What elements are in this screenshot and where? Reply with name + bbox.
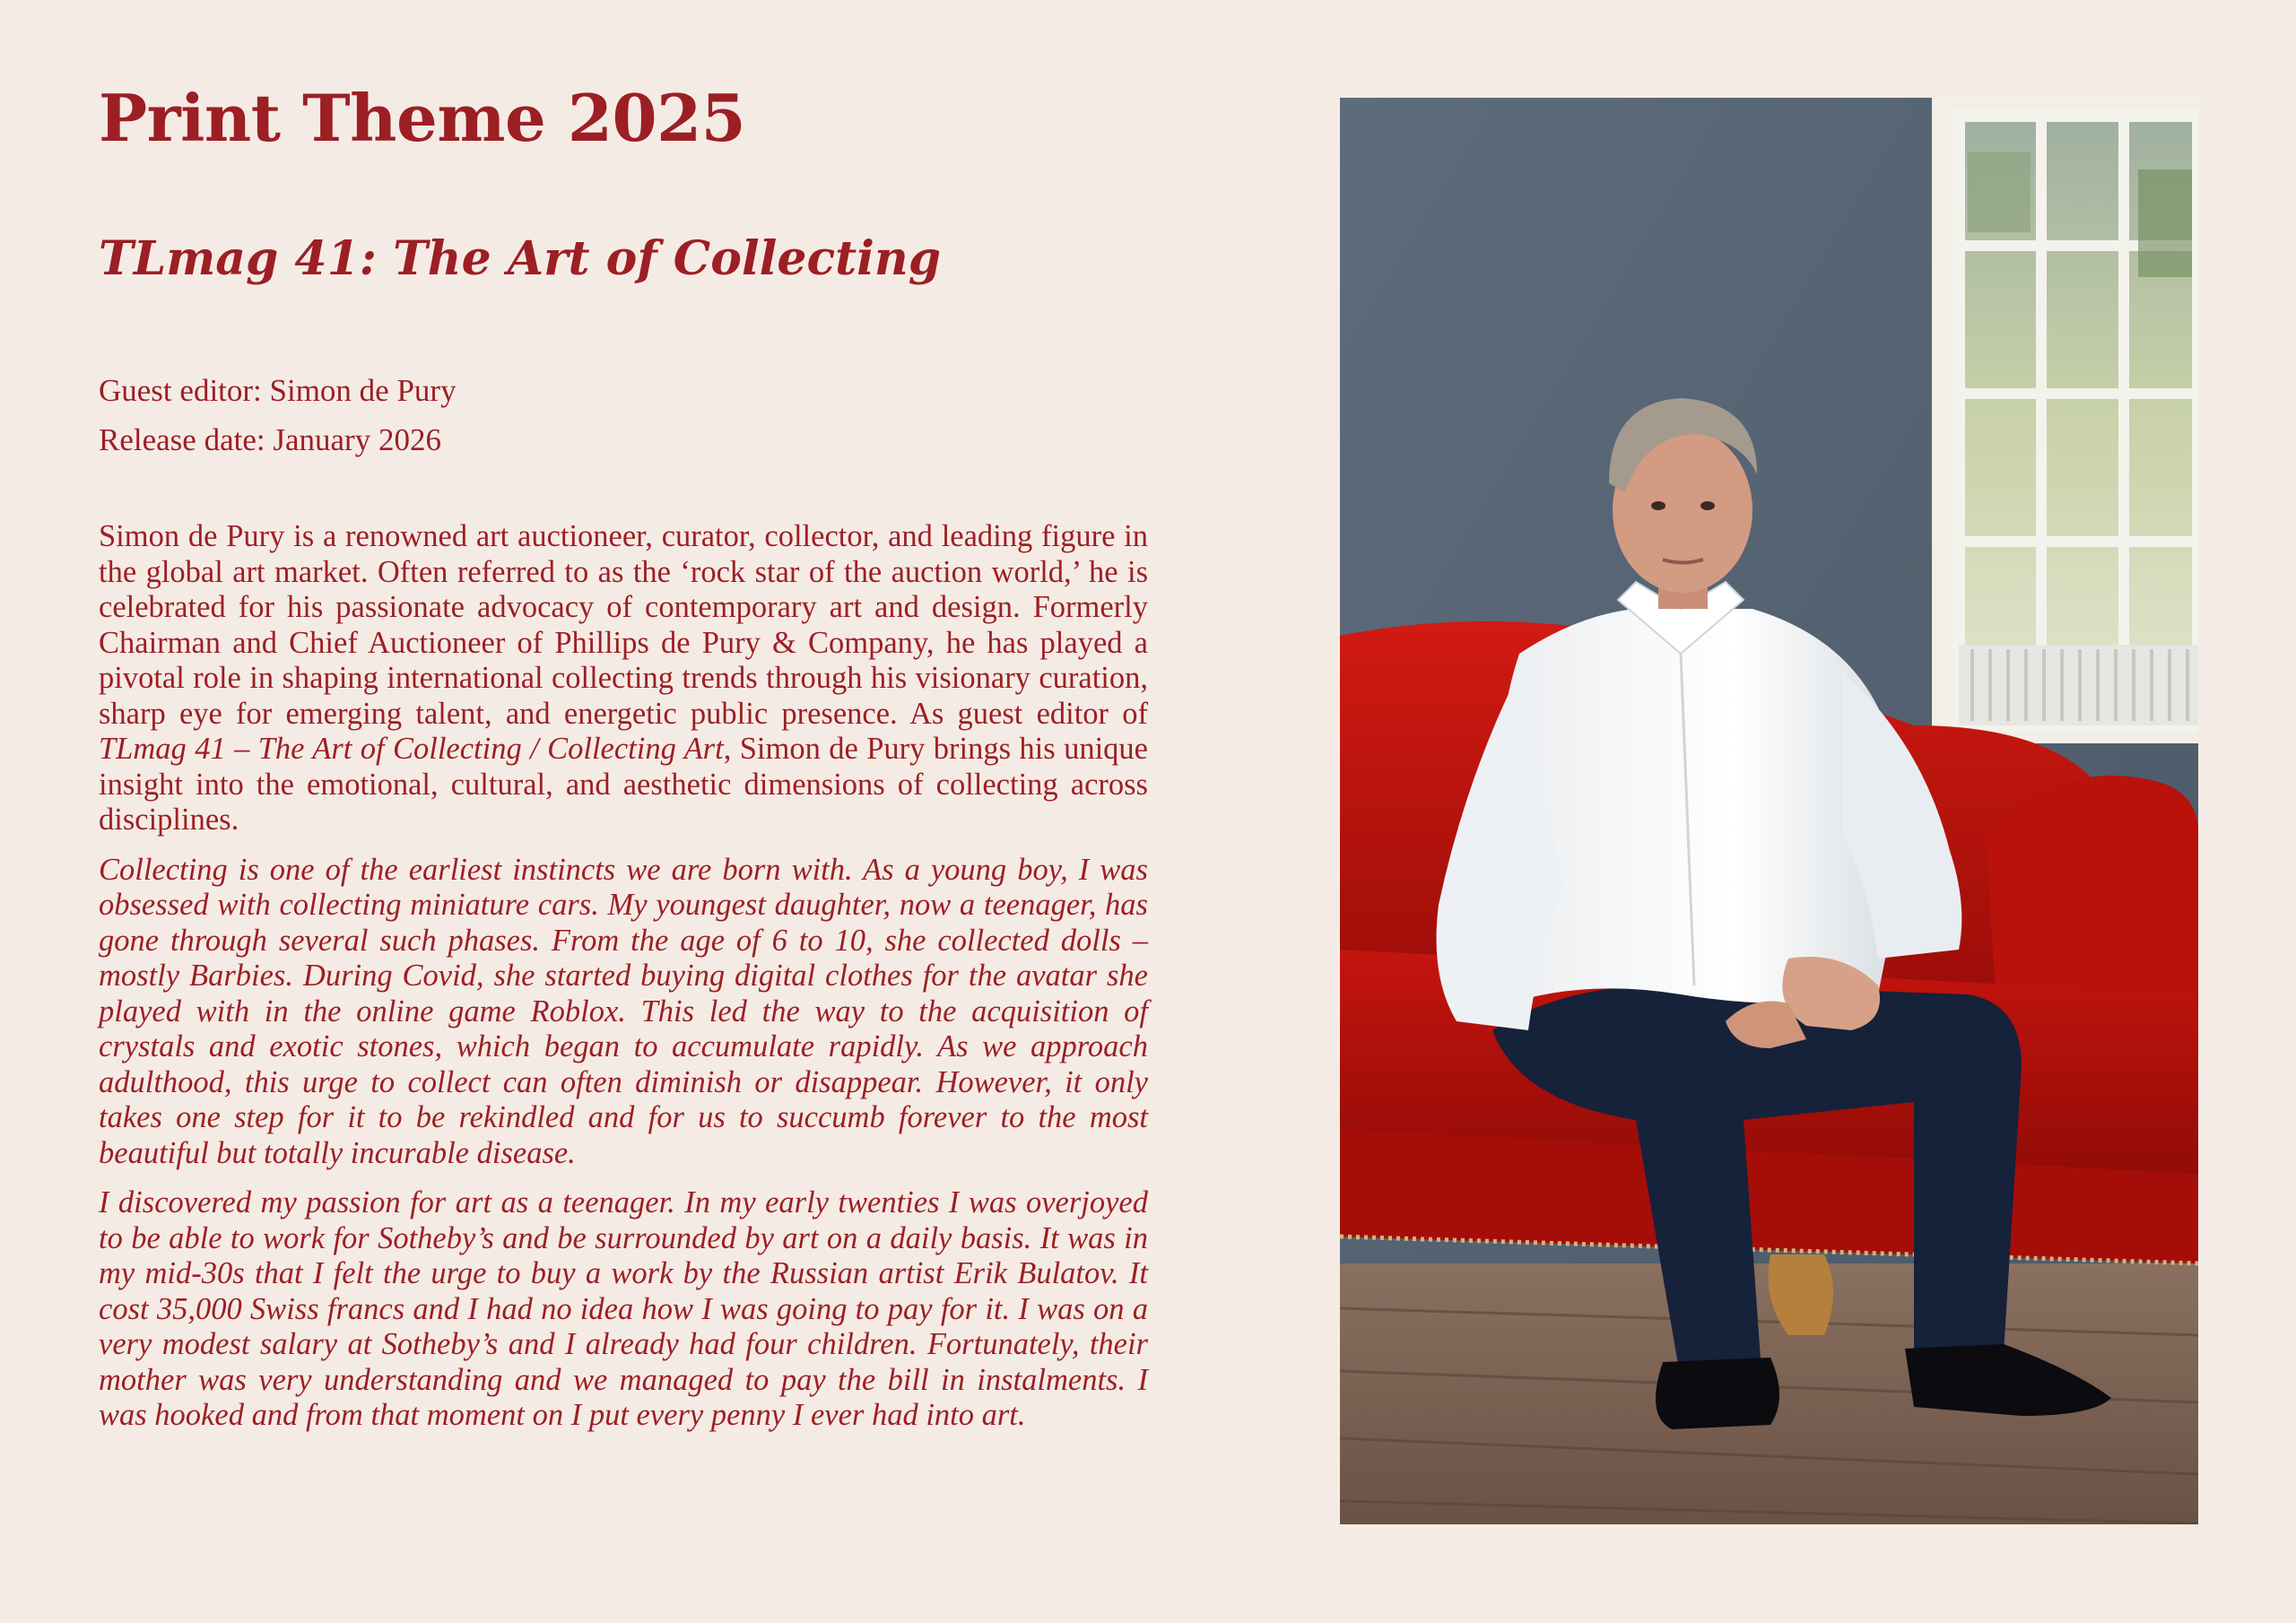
article-body [99,519,1148,1448]
issue-meta [99,366,1175,464]
issue-subtitle: TLmag 41: The Art of Collecting [99,231,942,286]
page-title: Print Theme 2025 [99,80,746,156]
intro-paragraph [99,519,1148,838]
intro-text-part1: Simon de Pury is a renowned art auctioneer, curator, collector, and leading figure in the global art market. Often referred to as the ‘rock star of the auction world,’ he is celebrated for his passionate advocacy of contemporary art and design. Formerly Chairman and Chief Auctioneer of Phillips de Pury & Company, he has played a pivotal role in shaping international collecting trends through his visionary curation, sharp eye for emerging talent, and energetic public presence. As guest editor of [99,519,1148,731]
guest-editor-line: Guest editor: Simon de Pury [99,373,457,408]
intro-emphasis: TLmag 41 – The Art of Collecting / Collecting Art [99,732,724,766]
window [1932,98,2198,743]
quote-paragraph-1: Collecting is one of the earliest instincts we are born with. As a young boy, I was obsessed with collecting miniature cars. My youngest daughter, now a teenager, has gone through several such phases. From the age of 6 to 10, she collected dolls – mostly Barbies. During Covid, she started buying digital clothes for the avatar she played with in the online game Roblox. This led the way to the acquisition of crystals and exotic stones, which began to accumulate rapidly. As we approach adulthood, this urge to collect can often diminish or disappear. However, it only takes one step for it to be rekindled and for us to succumb forever to the most beautiful but totally incurable disease. [99,852,1148,1170]
release-date-line: Release date: January 2026 [99,422,441,457]
intro-text-part2: , Simon de Pury brings his unique insight into the emotional, cultural, and aesthetic dimensions of collecting across disciplines. [99,732,1148,837]
portrait-illustration [1340,98,2198,1524]
quote-paragraph-2: I discovered my passion for art as a teenager. In my early twenties I was overjoyed to be able to work for Sotheby’s and be surrounded by art on a daily basis. It was in my mid-30s that I felt the urge to buy a work by the Russian artist Erik Bulatov. It cost 35,000 Swiss francs and I had no idea how I was going to pay for it. I was on a very modest salary at Sotheby’s and I already had four children. Fortunately, their mother was very understanding and we managed to pay the bill in instalments. I was hooked and from that moment on I put every penny I ever had into art. [99,1185,1148,1432]
portrait-photo [1340,98,2198,1524]
